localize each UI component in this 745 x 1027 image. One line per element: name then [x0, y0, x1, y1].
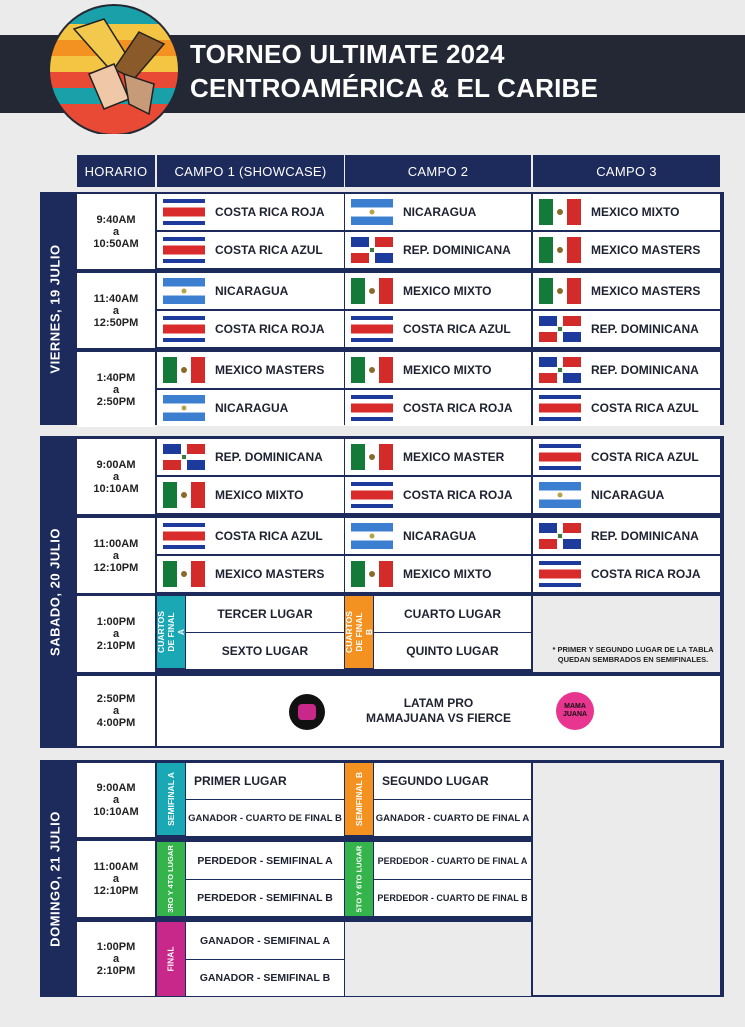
semifinal-b-team-1: SEGUNDO LUGAR	[374, 763, 531, 799]
third-place-match-team-1: PERDEDOR - SEMIFINAL A	[186, 842, 344, 879]
match-cell-f3-r1-campo1	[157, 390, 344, 426]
header-campo-3: CAMPO 3	[533, 155, 720, 187]
match-cell-f1-r1-campo2	[345, 232, 531, 268]
team-name: MEXICO MASTERS	[591, 284, 701, 298]
semifinal-b-tag: SEMIFINAL B	[345, 763, 373, 835]
match-cell-f2-r0-campo2	[345, 273, 531, 309]
title-line-2: CENTROAMÉRICA & EL CARIBE	[190, 73, 599, 103]
team-name: MEXICO MASTER	[403, 450, 505, 464]
flag-cr-icon	[539, 395, 581, 421]
team-name: COSTA RICA AZUL	[591, 401, 699, 415]
match-cell-s2-r1-campo2	[345, 556, 531, 592]
match-cell-s1-r1-campo3	[533, 477, 720, 513]
match-cell-f2-r1-campo2	[345, 311, 531, 347]
time-slot-d3: 1:00PM a 2:10PM	[77, 922, 155, 996]
flag-mx-icon	[351, 561, 393, 587]
saturday-label: SABADO, 20 JULIO	[40, 436, 70, 748]
title-line-1: TORNEO ULTIMATE 2024	[190, 39, 505, 69]
fifth-place-match-team-2: PERDEDOR - CUARTO DE FINAL B	[374, 880, 531, 916]
flag-cr-icon	[351, 482, 393, 508]
team-name: COSTA RICA AZUL	[591, 450, 699, 464]
team-name: NICARAGUA	[215, 401, 289, 415]
time-slot-s1: 9:00AM a 10:10AM	[77, 439, 155, 514]
flag-do-icon	[351, 237, 393, 263]
flag-mx-icon	[351, 444, 393, 470]
semifinal-a-tag: SEMIFINAL A	[157, 763, 185, 835]
header-horario: HORARIO	[77, 155, 155, 187]
flag-mx-icon	[351, 278, 393, 304]
quarterfinal-a-team-2: SEXTO LUGAR	[186, 633, 344, 669]
team-name: MEXICO MIXTO	[403, 284, 492, 298]
team-name: NICARAGUA	[403, 529, 477, 543]
semifinal-b-team-2: GANADOR - CUARTO DE FINAL A	[374, 800, 531, 836]
team-name: COSTA RICA AZUL	[215, 529, 323, 543]
quarterfinal-b-tag: CUARTOS DE FINAL B	[345, 596, 373, 668]
flag-do-icon	[539, 357, 581, 383]
flag-mx-icon	[539, 237, 581, 263]
match-cell-f1-r0-campo3	[533, 194, 720, 230]
match-cell-s2-r0-campo2	[345, 518, 531, 554]
time-slot-f3: 1:40PM a 2:50PM	[77, 352, 155, 427]
match-cell-s1-r0-campo1	[157, 439, 344, 475]
page-title	[190, 37, 598, 105]
match-cell-f2-r1-campo3	[533, 311, 720, 347]
latam-pro-match	[157, 676, 720, 746]
latam-line-1: LATAM PRO	[403, 696, 474, 710]
match-cell-s1-r1-campo2	[345, 477, 531, 513]
team-name: COSTA RICA ROJA	[403, 488, 513, 502]
quarterfinal-a-tag: CUARTOS DE FINAL A	[157, 596, 185, 668]
sunday-label: DOMINGO, 21 JULIO	[40, 760, 70, 997]
team-name: MEXICO MIXTO	[403, 363, 492, 377]
team-name: MEXICO MIXTO	[215, 488, 304, 502]
match-cell-s2-r1-campo1	[157, 556, 344, 592]
flag-mx-icon	[163, 357, 205, 383]
team-name: REP. DOMINICANA	[591, 363, 699, 377]
time-slot-f1: 9:40AM a 10:50AM	[77, 194, 155, 269]
team-name: REP. DOMINICANA	[403, 243, 511, 257]
flag-do-icon	[539, 316, 581, 342]
quarterfinal-b-team-2: QUINTO LUGAR	[374, 633, 531, 669]
flag-cr-icon	[163, 199, 205, 225]
time-slot-d1: 9:00AM a 10:10AM	[77, 763, 155, 837]
flag-cr-icon	[163, 237, 205, 263]
match-cell-f2-r0-campo3	[533, 273, 720, 309]
match-cell-f3-r0-campo1	[157, 352, 344, 388]
tournament-logo	[44, 4, 184, 134]
flag-cr-icon	[351, 395, 393, 421]
final-empty-area	[345, 922, 531, 996]
flag-ni-icon	[163, 278, 205, 304]
fierce-logo	[289, 694, 325, 730]
match-cell-s2-r1-campo3	[533, 556, 720, 592]
header-campo-1: CAMPO 1 (SHOWCASE)	[157, 155, 344, 187]
match-cell-f2-r0-campo1	[157, 273, 344, 309]
time-slot-d2: 11:00AM a 12:10PM	[77, 841, 155, 917]
third-fourth-place-tag: 3RO Y 4TO LUGAR	[157, 842, 185, 916]
semifinal-a-team-2: GANADOR - CUARTO DE FINAL B	[186, 800, 344, 836]
match-cell-f1-r0-campo1	[157, 194, 344, 230]
team-name: COSTA RICA AZUL	[215, 243, 323, 257]
time-slot-s3: 1:00PM a 2:10PM	[77, 596, 155, 672]
team-name: REP. DOMINICANA	[215, 450, 323, 464]
team-name: REP. DOMINICANA	[591, 529, 699, 543]
flag-cr-icon	[351, 316, 393, 342]
final-tag: FINAL	[157, 922, 185, 996]
match-cell-s2-r0-campo1	[157, 518, 344, 554]
flag-ni-icon	[351, 523, 393, 549]
fifth-place-match-team-1: PERDEDOR - CUARTO DE FINAL A	[374, 842, 531, 879]
flag-mx-icon	[351, 357, 393, 383]
fifth-sixth-place-tag: 5TO Y 6TO LUGAR	[345, 842, 373, 916]
team-name: COSTA RICA ROJA	[215, 205, 325, 219]
match-cell-f1-r1-campo1	[157, 232, 344, 268]
flag-mx-icon	[539, 278, 581, 304]
flag-cr-icon	[163, 523, 205, 549]
latam-line-2: MAMAJUANA VS FIERCE	[366, 711, 511, 725]
mamajuana-logo: MAMA JUANA	[556, 692, 594, 730]
team-name: REP. DOMINICANA	[591, 322, 699, 336]
final-team-1: GANADOR - SEMIFINAL A	[186, 922, 344, 959]
team-name: NICARAGUA	[591, 488, 665, 502]
header-campo-2: CAMPO 2	[345, 155, 531, 187]
flag-do-icon	[163, 444, 205, 470]
match-cell-f3-r1-campo2	[345, 390, 531, 426]
match-cell-s1-r1-campo1	[157, 477, 344, 513]
flag-ni-icon	[351, 199, 393, 225]
time-slot-s4: 2:50PM a 4:00PM	[77, 676, 155, 746]
team-name: COSTA RICA AZUL	[403, 322, 511, 336]
team-name: NICARAGUA	[215, 284, 289, 298]
team-name: MEXICO MASTERS	[215, 363, 325, 377]
flag-cr-icon	[539, 444, 581, 470]
flag-cr-icon	[163, 316, 205, 342]
team-name: COSTA RICA ROJA	[591, 567, 701, 581]
match-cell-f3-r0-campo2	[345, 352, 531, 388]
third-place-match-team-2: PERDEDOR - SEMIFINAL B	[186, 880, 344, 916]
match-cell-f1-r0-campo2	[345, 194, 531, 230]
match-cell-s1-r0-campo2	[345, 439, 531, 475]
team-name: NICARAGUA	[403, 205, 477, 219]
team-name: MEXICO MIXTO	[591, 205, 680, 219]
flag-ni-icon	[539, 482, 581, 508]
final-team-2: GANADOR - SEMIFINAL B	[186, 960, 344, 996]
match-cell-s2-r0-campo3	[533, 518, 720, 554]
time-slot-f2: 11:40AM a 12:50PM	[77, 273, 155, 348]
match-cell-f3-r1-campo3	[533, 390, 720, 426]
quarterfinal-b-team-1: CUARTO LUGAR	[374, 596, 531, 632]
match-cell-f3-r0-campo3	[533, 352, 720, 388]
team-name: COSTA RICA ROJA	[215, 322, 325, 336]
seeding-note: * PRIMER Y SEGUNDO LUGAR DE LA TABLA QUEDAN SEMBRADOS EN SEMIFINALES.	[552, 645, 714, 664]
match-cell-f1-r1-campo3	[533, 232, 720, 268]
team-name: COSTA RICA ROJA	[403, 401, 513, 415]
flag-ni-icon	[163, 395, 205, 421]
semifinal-a-team-1: PRIMER LUGAR	[186, 763, 344, 799]
flag-do-icon	[539, 523, 581, 549]
match-cell-f2-r1-campo1	[157, 311, 344, 347]
time-slot-s2: 11:00AM a 12:10PM	[77, 518, 155, 593]
friday-label: VIERNES, 19 JULIO	[40, 192, 70, 425]
quarterfinal-a-team-1: TERCER LUGAR	[186, 596, 344, 632]
match-cell-s1-r0-campo3	[533, 439, 720, 475]
team-name: MEXICO MASTERS	[591, 243, 701, 257]
flag-mx-icon	[163, 482, 205, 508]
flag-mx-icon	[539, 199, 581, 225]
team-name: MEXICO MASTERS	[215, 567, 325, 581]
flag-mx-icon	[163, 561, 205, 587]
team-name: MEXICO MIXTO	[403, 567, 492, 581]
sunday-empty-area	[533, 763, 720, 995]
flag-cr-icon	[539, 561, 581, 587]
